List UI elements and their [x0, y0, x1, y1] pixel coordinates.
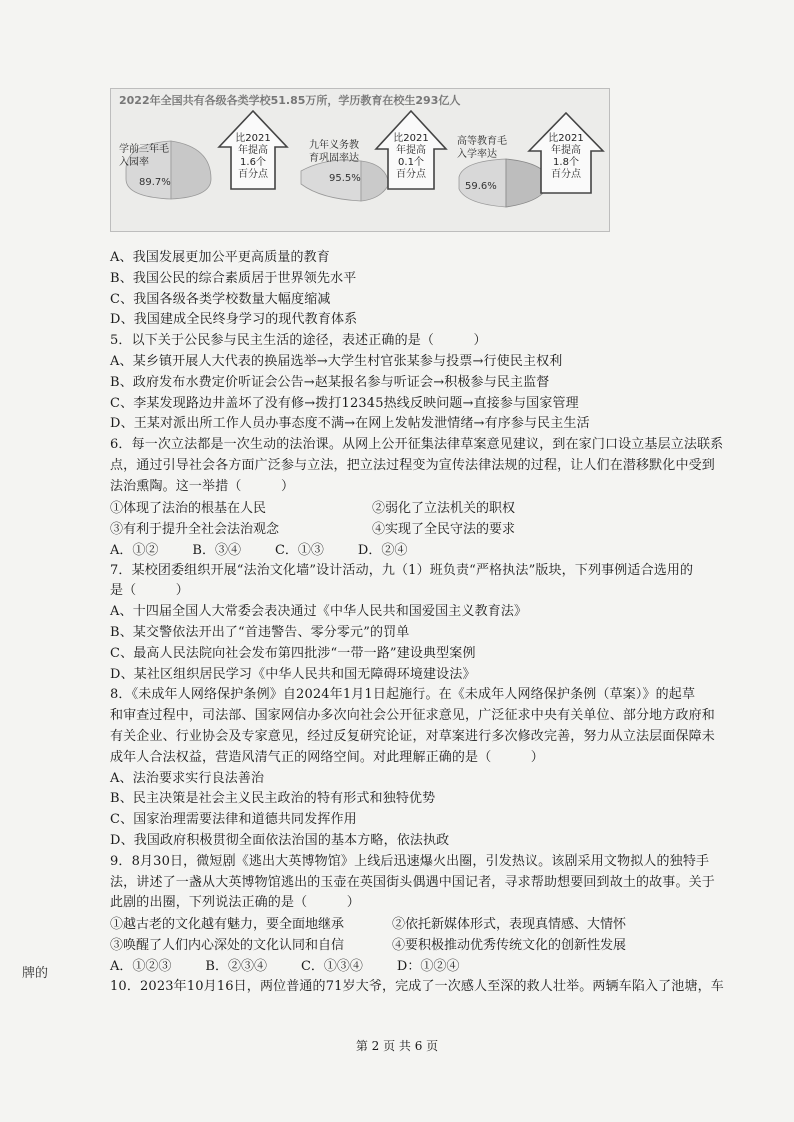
q7-option-b: B、某交警依法开出了“首违警告、零分零元”的罚单	[110, 624, 410, 640]
q6-item-3: ③有利于提升全社会法治观念	[110, 521, 280, 537]
q9-choice-c: C．①③④	[300, 959, 363, 975]
q9-items-row1	[110, 914, 700, 935]
q6-choices	[110, 540, 700, 561]
q9-item-1: ①越古老的文化越有魅力，要全面地继承	[110, 917, 345, 933]
q9-items-row2	[110, 935, 700, 956]
panel-3-arrow-line3: 1.8个	[553, 157, 579, 168]
panel-2-arrow-line4: 百分点	[396, 169, 426, 180]
panel-3-arrow-line2: 年提高	[551, 145, 581, 156]
q9-choices	[110, 956, 700, 977]
q9-stem-line3: 此剧的出圈，下列说法正确的是（ ）	[110, 895, 360, 911]
panel-3-percent: 59.6%	[465, 181, 497, 192]
panel-2-label-line1: 九年义务教	[309, 140, 359, 151]
q8-stem-line3: 有关企业、行业协会及专家意见，经过反复研究论证，对草案进行多次修改完善，努力从立法层面保障未	[110, 728, 715, 744]
panel-3-arrow-text	[541, 133, 591, 181]
q6-choice-b: B．③④	[192, 542, 241, 558]
q8-option-c: C、国家治理需要法律和道德共同发挥作用	[110, 812, 357, 828]
q7-option-a: A、十四届全国人大常委会表决通过《中华人民共和国爱国主义教育法》	[110, 604, 528, 620]
panel-1-arrow-text	[231, 133, 275, 181]
panel-2-label-line2: 育巩固率达	[309, 153, 359, 164]
q7-option-d: D、某社区组织居民学习《中华人民共和国无障碍环境建设法》	[110, 666, 476, 682]
question-content	[110, 248, 724, 998]
q6-item-2: ②弱化了立法机关的职权	[372, 500, 516, 516]
panel-3-label-line2: 入学率达	[457, 149, 497, 160]
q5-option-d: D、王某对派出所工作人员办事态度不满→在网上发帖发泄情绪→有序参与民主生活	[110, 416, 590, 432]
q7-stem-line2: 是（ ）	[110, 583, 189, 599]
figure-caption: 2022年全国共有各级各类学校51.85万所，学历教育在校生293亿人	[119, 94, 461, 107]
q7-option-c: C、最高人民法院向社会发布第四批涉“一带一路”建设典型案例	[110, 645, 476, 661]
q9-item-3: ③唤醒了人们内心深处的文化认同和自信	[110, 938, 345, 954]
q8-option-b: B、民主决策是社会主义民主政治的特有形式和独特优势	[110, 791, 436, 807]
panel-1-arrow-line4: 百分点	[238, 169, 268, 180]
panel-2-arrow-line3: 0.1个	[398, 157, 424, 168]
q7-stem-line1: 7．某校团委组织开展“法治文化墙”设计活动，九（1）班负责“严格执法”版块，下列事例适合选用的	[110, 562, 694, 578]
panel-1-arrow-line2: 年提高	[238, 145, 268, 156]
panel-1-label	[119, 143, 169, 169]
q8-option-a: A、法治要求实行良法善治	[110, 770, 265, 786]
q6-choice-c: C．①③	[274, 542, 324, 558]
panel-2-percent: 95.5%	[329, 173, 361, 184]
q9-choice-b: B．②③④	[205, 959, 267, 975]
q6-choice-a: A．①②	[110, 542, 159, 558]
panel-3-label-line1: 高等教育毛	[457, 136, 507, 147]
q4-option-c: C、我国各级各类学校数量大幅度缩减	[110, 291, 331, 307]
panel-1-label-line2: 入园率	[119, 157, 149, 168]
q8-stem-line2: 和审查过程中，司法部、国家网信办多次向社会公开征求意见，广泛征求中央有关单位、部分地方政府和	[110, 708, 715, 724]
q6-items-row2	[110, 519, 700, 540]
panel-1-arrow-line1: 比2021	[235, 133, 271, 144]
q9-choice-a: A．①②③	[110, 959, 172, 975]
q6-item-1: ①体现了法治的根基在人民	[110, 500, 267, 516]
margin-note: 牌的	[22, 966, 49, 981]
q4-option-d: D、我国建成全民终身学习的现代教育体系	[110, 312, 358, 328]
q10-stem-line1: 10．2023年10月16日，两位普通的71岁大爷，完成了一次感人至深的救人壮举。两辆车陷入了池塘，车	[110, 979, 724, 995]
panel-3-label	[457, 135, 507, 161]
q9-item-2: ②依托新媒体形式，表现真情感、大情怀	[392, 917, 627, 933]
q5-option-a: A、某乡镇开展人大代表的换届选举→大学生村官张某参与投票→行使民主权利	[110, 353, 563, 369]
q9-choice-d: D：①②④	[396, 959, 460, 975]
q5-option-c: C、李某发现路边井盖坏了没有修→拨打12345热线反映问题→直接参与国家管理	[110, 395, 579, 411]
q5-stem: 5．以下关于公民参与民主生活的途径，表述正确的是（ ）	[110, 333, 487, 349]
figure-graphics	[111, 89, 609, 231]
panel-2-arrow-text	[388, 133, 434, 181]
panel-1-label-line1: 学前三年毛	[119, 144, 169, 155]
q4-option-b: B、我国公民的综合素质居于世界领先水平	[110, 270, 357, 286]
q8-stem-line4: 成年人合法权益，营造风清气正的网络空间。对此理解正确的是（ ）	[110, 749, 544, 765]
q4-option-a: A、我国发展更加公平更高质量的教育	[110, 250, 330, 265]
panel-1-percent: 89.7%	[139, 177, 171, 188]
q8-stem-line1: 8．《未成年人网络保护条例》自2024年1月1日起施行。在《未成年人网络保护条例（草案）》的起草	[110, 687, 696, 703]
page-footer: 第 2 页 共 6 页	[355, 1039, 439, 1053]
panel-3-arrow-line4: 百分点	[551, 169, 581, 180]
q9-item-4: ④要积极推动优秀传统文化的创新性发展	[392, 938, 627, 954]
q5-option-b: B、政府发布水费定价听证会公告→赵某报名参与听证会→积极参与民主监督	[110, 374, 550, 390]
panel-1-arrow-line3: 1.6个	[240, 157, 266, 168]
panel-2-arrow-line1: 比2021	[393, 133, 429, 144]
education-stats-figure	[110, 88, 610, 232]
q6-items-row1	[110, 498, 700, 519]
q6-stem-line1: 6．每一次立法都是一次生动的法治课。从网上公开征集法律草案意见建议，到在家门口设立基层立法联系	[110, 437, 724, 453]
q8-option-d: D、我国政府积极贯彻全面依法治国的基本方略，依法执政	[110, 832, 450, 848]
q9-stem-line1: 9．8月30日，微短剧《逃出大英博物馆》上线后迅速爆火出圈，引发热议。该剧采用文物拟人的独特手	[110, 853, 710, 869]
panel-2-label	[309, 139, 359, 165]
q6-item-4: ④实现了全民守法的要求	[372, 521, 516, 537]
q9-stem-line2: 法，讲述了一盏从大英博物馆逃出的玉壶在英国街头偶遇中国记者，寻求帮助想要回到故土的故事。关于	[110, 874, 715, 890]
panel-2-arrow-line2: 年提高	[396, 145, 426, 156]
q6-stem-line3: 法治熏陶。这一举措（ ）	[110, 478, 295, 494]
q6-choice-d: D．②④	[357, 542, 408, 558]
q6-stem-line2: 点，通过引导社会各方面广泛参与立法，把立法过程变为宣传法律法规的过程，让人们在潜移默化中受到	[110, 457, 715, 473]
panel-3-arrow-line1: 比2021	[548, 133, 584, 144]
